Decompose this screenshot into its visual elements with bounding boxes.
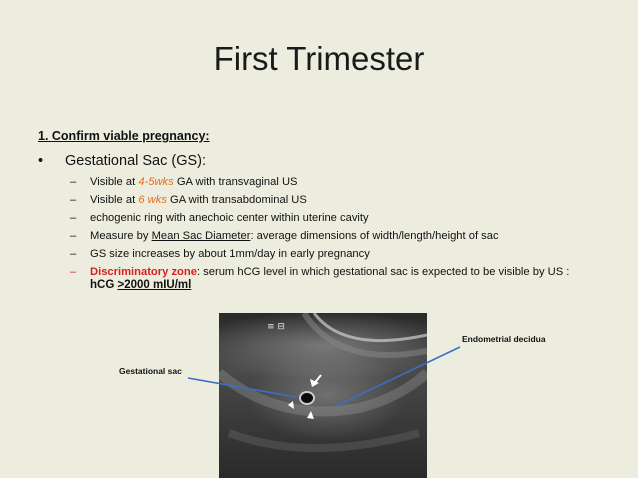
svg-text:≡ ⊟: ≡ ⊟ [267, 322, 285, 332]
text: Visible at [90, 176, 139, 188]
slide-title: First Trimester [213, 40, 425, 77]
underlined-term: Mean Sac Diameter [151, 230, 251, 242]
dash: – [70, 194, 77, 206]
text: echogenic ring with anechoic center within uterine cavity [90, 212, 369, 224]
dash: – [70, 212, 77, 224]
dash: – [70, 266, 77, 278]
dash: – [70, 230, 77, 242]
dash: – [70, 176, 77, 188]
text: Measure by [90, 230, 152, 242]
text: hCG [90, 279, 118, 291]
text: GS size increases by about 1mm/day in early pregnancy [90, 248, 370, 260]
label-endometrial-decidua: Endometrial decidua [462, 334, 546, 344]
label-gestational-sac: Gestational sac [119, 366, 182, 376]
bullet-marker: • [38, 153, 44, 169]
hcg-value: >2000 mIU/ml [117, 279, 192, 291]
highlight-weeks: 6 wks [138, 194, 167, 206]
section-heading: 1. Confirm viable pregnancy: [38, 129, 210, 143]
text: : average dimensions of width/length/height of sac [250, 230, 499, 242]
text: Visible at [90, 194, 139, 206]
highlight-discriminatory-zone: Discriminatory zone [90, 266, 197, 278]
bullet-text: Gestational Sac (GS): [65, 153, 207, 169]
dash: – [70, 248, 77, 260]
text: : serum hCG level in which gestational sac is expected to be visible by US : [196, 266, 570, 278]
highlight-weeks: 4-5wks [138, 176, 174, 188]
text: GA with transabdominal US [166, 194, 307, 206]
text: GA with transvaginal US [173, 176, 298, 188]
